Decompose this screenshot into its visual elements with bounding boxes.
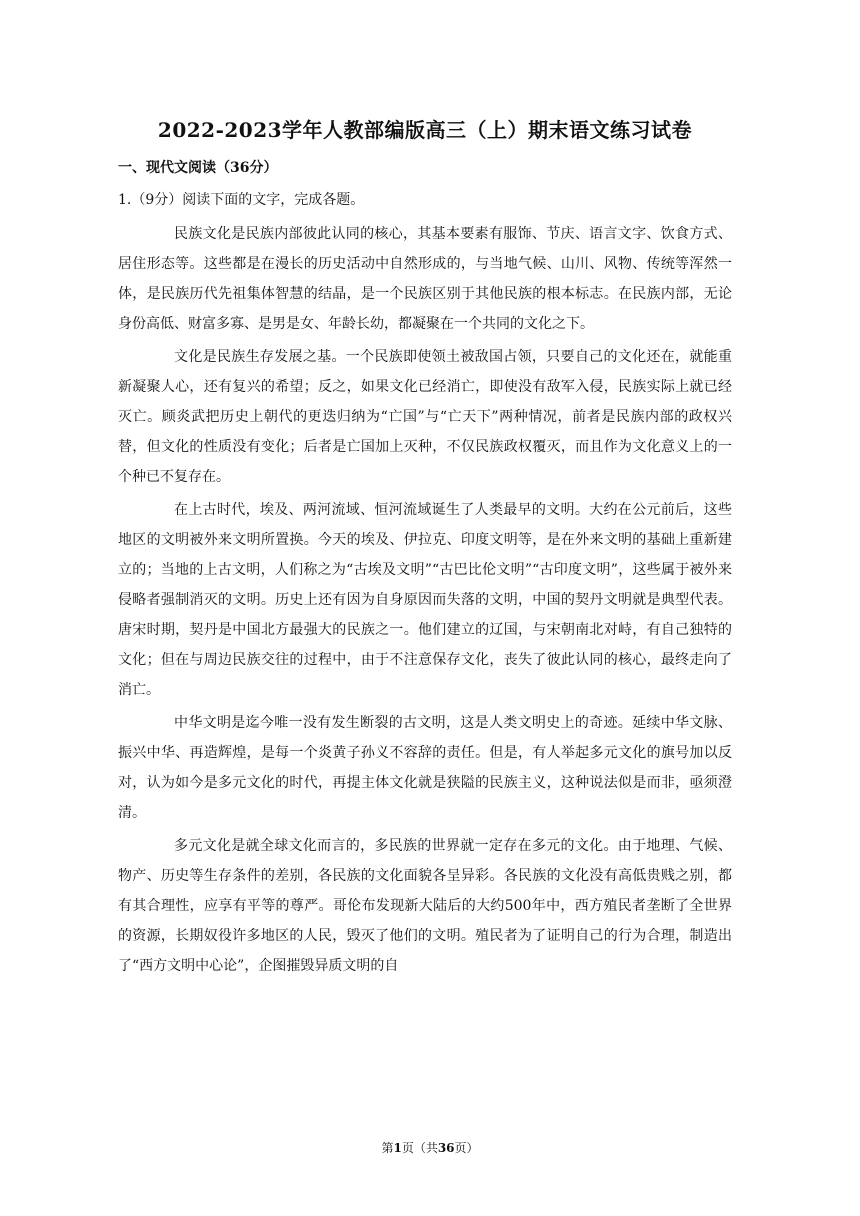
- paragraph-1: 民族文化是民族内部彼此认同的核心，其基本要素有服饰、节庆、语言文字、饮食方式、居住形态等。这些都是在漫长的历史活动中自然形成的，与当地气候、山川、风物、传统等浑然一体，是民族历代先祖集体智慧的结晶，是一个民族区别于其他民族的根本标志。在民族内部，无论身份高低、财富多寡、是男是女、年龄长幼，都凝聚在一个共同的文化之下。: [118, 226, 732, 332]
- footer-middle: 页（共: [401, 1141, 438, 1155]
- section-heading: 一、现代文阅读（36分）: [118, 160, 278, 176]
- footer-total-pages: 36: [437, 1141, 455, 1155]
- paragraph-4: 中华文明是迄今唯一没有发生断裂的古文明，这是人类文明史上的奇迹。延续中华文脉、振兴中华、再造辉煌，是每一个炎黄子孙义不容辞的责任。但是，有人举起多元文化的旗号加以反对，认为如今是多元文化的时代，再提主体文化就是狭隘的民族主义，这种说法似是而非，亟须澄清。: [118, 715, 732, 821]
- document-title: 2022-2023学年人教部编版高三（上）期末语文练习试卷: [157, 118, 693, 142]
- page-footer: [0, 1139, 860, 1157]
- footer-prefix: 第: [381, 1141, 394, 1155]
- paragraph-5: 多元文化是就全球文化而言的，多民族的世界就一定存在多元的文化。由于地理、气候、物产、历史等生存条件的差别，各民族的文化面貌各呈异彩。各民族的文化没有高低贵贱之别，都有其合理性，应享有平等的尊严。哥伦布发现新大陆后的大约500年中，西方殖民者垄断了全世界的资源，长期奴役许多地区的人民，毁灭了他们的文明。殖民者为了证明自己的行为合理，制造出了“西方文明中心论”，企图摧毁异质文明的自: [118, 838, 732, 974]
- paragraph-3: 在上古时代，埃及、两河流域、恒河流域诞生了人类最早的文明。大约在公元前后，这些地区的文明被外来文明所置换。今天的埃及、伊拉克、印度文明等，是在外来文明的基础上重新建立的；当地的上古文明，人们称之为“古埃及文明”“古巴比伦文明”“古印度文明”，这些属于被外来侵略者强制消灭的文明。历史上还有因为自身原因而失落的文明，中国的契丹文明就是典型代表。唐宋时期，契丹是中国北方最强大的民族之一。他们建立的辽国，与宋朝南北对峙，有自己独特的文化；但在与周边民族交往的过程中，由于不注意保存文化，丧失了彼此认同的核心，最终走向了消亡。: [118, 502, 732, 698]
- footer-suffix: 页）: [454, 1141, 479, 1155]
- paragraph-2: 文化是民族生存发展之基。一个民族即使领土被敌国占领，只要自己的文化还在，就能重新凝聚人心，还有复兴的希望；反之，如果文化已经消亡，即使没有敌军入侵，民族实际上就已经灭亡。顾炎武把历史上朝代的更迭归纳为“亡国”与“亡天下”两种情况，前者是民族内部的政权兴替，但文化的性质没有变化；后者是亡国加上灭种，不仅民族政权覆灭，而且作为文化意义上的一个种已不复存在。: [118, 349, 732, 485]
- question-intro: 1.（9分）阅读下面的文字，完成各题。: [118, 192, 365, 208]
- footer-page-number: 1: [393, 1141, 402, 1155]
